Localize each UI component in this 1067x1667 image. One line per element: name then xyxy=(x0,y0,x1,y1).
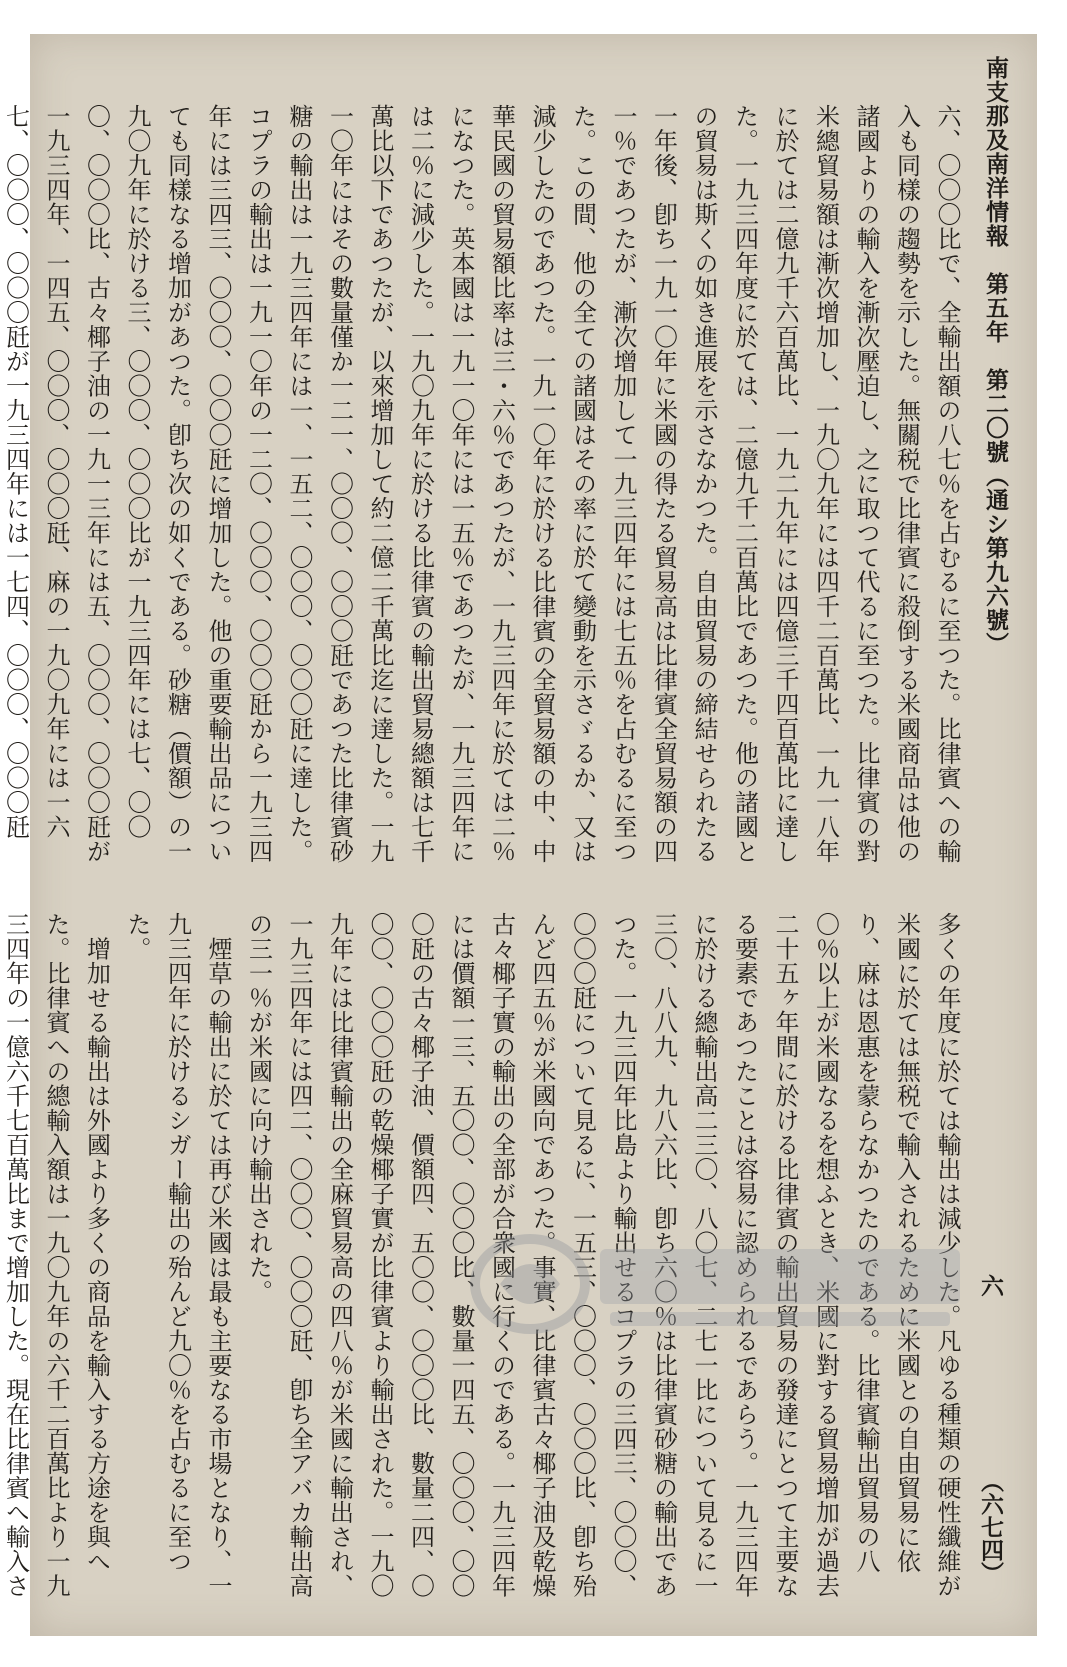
running-header: 南支那及南洋情報 第五年 第二〇號（通シ第九六號） xyxy=(982,56,1009,656)
lower-paragraph-3: 增加せる輸出は外國より多くの商品を輸入する方途を與へた。比律賓への總輸入額は一九〇九年の六千二百萬比より一九三四年の一億六千七百萬比まで增加した。現在比律賓へ輸入さ xyxy=(1,912,111,1598)
lower-text-block xyxy=(1,912,967,1602)
lower-paragraph-1: 多くの年度に於ては輸出は減少した。凡ゆる種類の硬性纖維が米國に於ては無税で輸入されるために米國との自由貿易に依り、麻は恩惠を蒙らなかつたのである。比律賓輸出貿易の八〇％以上が米國なるを想ふとき、米國に對する貿易增加が過去二十五ヶ年間に於ける比律賓の輸出貿易の發達にとつて主要なる要素であつたことは容易に認められるであらう。一九三四年に於ける總輸出高二三〇、八〇七、二七一比について見るに一三〇、八八九、九八六比、卽ち六〇％は比律賓砂糖の輸出であつた。一九三四年比島より輸出せるコプラの三四三、〇〇〇、〇〇〇瓩について見るに、一五三、〇〇〇、〇〇〇比、卽ち殆んど四五％が米國向であつた。事實、比律賓古々椰子油及乾燥古々椰子實の輸出の全部が合衆國に行くのである。一九三四年には價額一三、五〇〇、〇〇〇比、數量一四五、〇〇〇、〇〇〇瓩の古々椰子油、價額四、五〇〇、〇〇〇比、數量二四、〇〇〇、〇〇〇瓩の乾燥椰子實が比律賓より輸出された。一九〇九年には比律賓輸出の全麻貿易高の四八％が米國に輸出され、一九三四年には四二、〇〇〇、〇〇〇瓩、卽ち全アバカ輸出高の三一％が米國に向け輸出された。 xyxy=(244,912,961,1598)
page-number-total: （六七四） xyxy=(977,1481,1004,1585)
page-number-kanji: 六 xyxy=(977,1274,1004,1297)
upper-text-block xyxy=(1,104,967,874)
lower-paragraph-2: 煙草の輸出に於ては再び米國は最も主要なる市場となり、一九三四年に於けるシガー輸出の殆んど九〇％を占むるに至つた。 xyxy=(123,912,232,1598)
document-page xyxy=(1,34,1037,1636)
upper-paragraph: 六、〇〇〇比で、全輸出額の八七％を占むるに至つた。比律賓への輸入も同樣の趨勢を示した。無關税で比律賓に殺倒する米國商品は他の諸國よりの輸入を漸次壓迫し、之に取つて代るに至つた。比律賓の對米總貿易額は漸次增加し、一九〇九年には四千二百萬比、一九一八年に於ては二億九千六百萬比、一九二九年には四億三千四百萬比に達した。一九三四年度に於ては、二億九千二百萬比であつた。他の諸國との貿易は斯くの如き進展を示さなかつた。自由貿易の締結せられたる一年後、卽ち一九一〇年に米國の得たる貿易高は比律賓全貿易額の四一％であつたが、漸次增加して一九三四年には七五％を占むるに至つた。この間、他の全ての諸國はその率に於て變動を示さゞるか、又は減少したのであつた。一九一〇年に於ける比律賓の全貿易額の中、中華民國の貿易額比率は三・六％であつたが、一九三四年に於ては二％になつた。英本國は一九一〇年には一五％であつたが、一九三四年には二％に減少した。一九〇九年に於ける比律賓の輸出貿易總額は七千萬比以下であつたが、以來增加して約二億二千萬比迄に達した。一九一〇年にはその數量僅か一二一、〇〇〇、〇〇〇瓩であつた比律賓砂糖の輸出は一九三四年には一、一五二、〇〇〇、〇〇〇瓩に達した。コプラの輸出は一九一〇年の一二〇、〇〇〇、〇〇〇瓩から一九三四年には三四三、〇〇〇、〇〇〇瓩に增加した。他の重要輸出品についても同樣なる增加があつた。卽ち次の如くである。砂糖（價額）の一九〇九年に於ける三、〇〇〇、〇〇〇比が一九三四年には七、〇〇〇、〇〇〇比、古々椰子油の一九一三年には五、〇〇〇、〇〇〇瓩が一九三四年、一四五、〇〇〇、〇〇〇瓩、麻の一九〇九年には一六七、〇〇〇、〇〇〇瓩が一九三四年には一七四、〇〇〇、〇〇〇瓩 xyxy=(1,104,961,864)
page-number xyxy=(974,1274,1007,1585)
